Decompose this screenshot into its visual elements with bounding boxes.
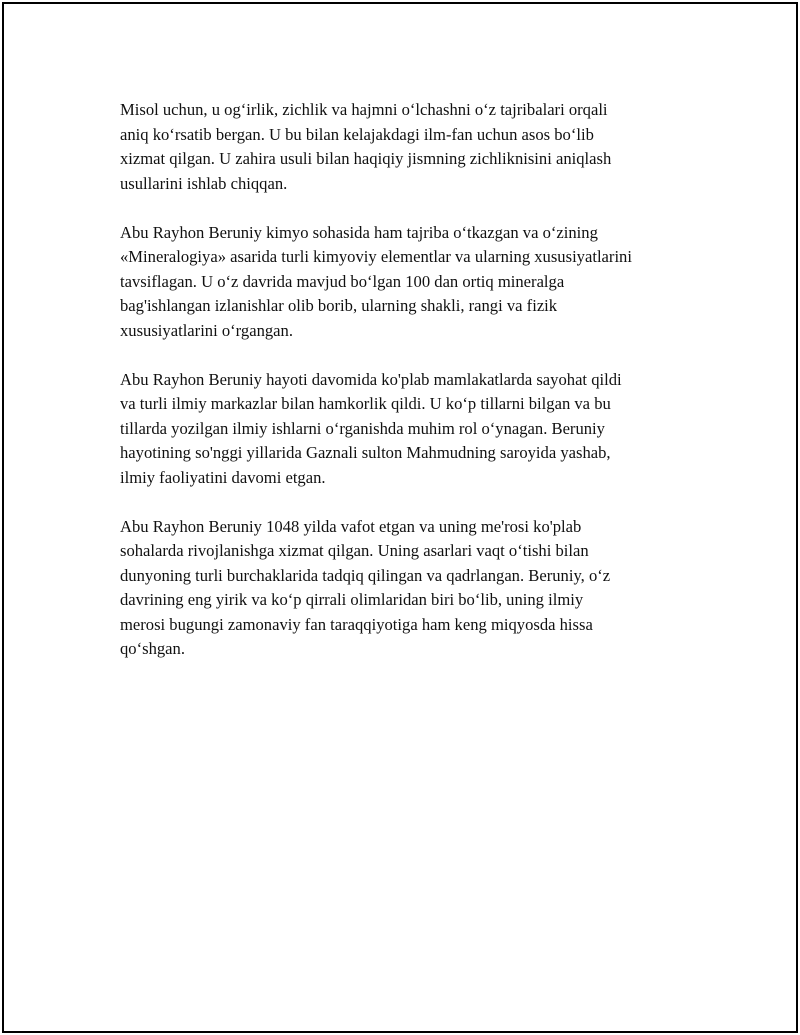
paragraph-line: xususiyatlarini o‘rgangan. bbox=[120, 320, 293, 340]
paragraph-line: bag'ishlangan izlanishlar olib borib, ularning shakli, rangi va fizik bbox=[120, 296, 558, 315]
paragraph-line: Misol uchun, u og‘irlik, zichlik va hajmni o‘lchashni o‘z tajribalari orqali bbox=[120, 100, 608, 119]
paragraph-line: Abu Rayhon Beruniy kimyo sohasida ham tajriba o‘tkazgan va o‘zining bbox=[120, 222, 598, 242]
document-body bbox=[120, 98, 700, 686]
paragraph-line: qo‘shgan. bbox=[120, 639, 185, 658]
paragraph-line: va turli ilmiy markazlar bilan hamkorlik qildi. U ko‘p tillarni bilgan va bu bbox=[120, 394, 611, 413]
paragraph-3 bbox=[120, 368, 700, 491]
paragraph-line: tavsiflagan. U o‘z davrida mavjud bo‘lgan 100 dan ortiq mineralga bbox=[120, 271, 565, 291]
paragraph-line: dunyoning turli burchaklarida tadqiq qilingan va qadrlangan. Beruniy, o‘z bbox=[120, 565, 611, 585]
paragraph-1 bbox=[120, 98, 700, 196]
paragraph-line: usullarini ishlab chiqqan. bbox=[120, 173, 288, 193]
paragraph-line: merosi bugungi zamonaviy fan taraqqiyotiga ham keng miqyosda hissa bbox=[120, 614, 593, 634]
paragraph-line: tillarda yozilgan ilmiy ishlarni o‘rganishda muhim rol o‘ynagan. Beruniy bbox=[120, 418, 605, 438]
paragraph-line: davrining eng yirik va ko‘p qirrali olimlaridan biri bo‘lib, uning ilmiy bbox=[120, 590, 584, 609]
paragraph-line: Abu Rayhon Beruniy hayoti davomida ko'plab mamlakatlarda sayohat qildi bbox=[120, 369, 622, 389]
paragraph-4 bbox=[120, 515, 700, 662]
document-page bbox=[2, 2, 798, 1033]
paragraph-line: xizmat qilgan. U zahira usuli bilan haqiqiy jismning zichliknisini aniqlash bbox=[120, 149, 612, 168]
paragraph-line: ilmiy faoliyatini davomi etgan. bbox=[120, 467, 326, 487]
paragraph-line: sohalarda rivojlanishga xizmat qilgan. Uning asarlari vaqt o‘tishi bilan bbox=[120, 541, 589, 560]
paragraph-line: hayotining so'nggi yillarida Gaznali sulton Mahmudning saroyida yashab, bbox=[120, 443, 611, 462]
paragraph-line: Abu Rayhon Beruniy 1048 yilda vafot etgan va uning me'rosi ko'plab bbox=[120, 516, 582, 536]
paragraph-2 bbox=[120, 221, 700, 344]
paragraph-line: «Mineralogiya» asarida turli kimyoviy elementlar va ularning xususiyatlarini bbox=[120, 247, 632, 266]
paragraph-line: aniq ko‘rsatib bergan. U bu bilan kelajakdagi ilm-fan uchun asos bo‘lib bbox=[120, 124, 594, 144]
